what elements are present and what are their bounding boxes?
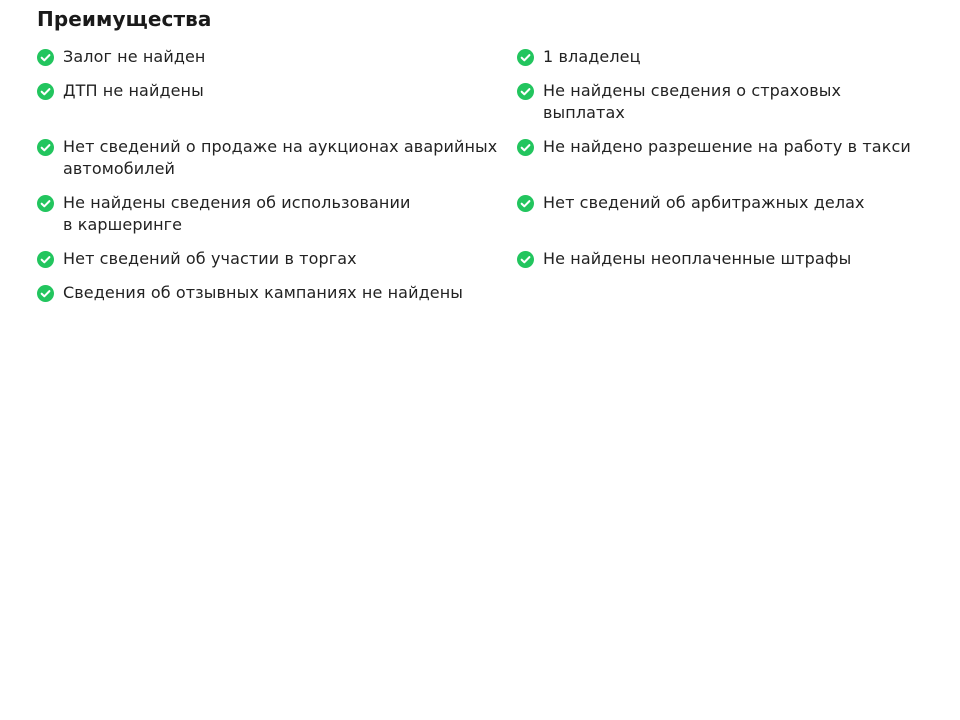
advantage-label: Не найдены сведения об использовании в каршеринге <box>63 193 411 234</box>
check-circle-icon <box>37 83 54 100</box>
advantage-item <box>37 80 517 124</box>
advantage-item <box>37 248 517 270</box>
check-circle-icon <box>517 49 534 66</box>
check-circle-icon <box>517 139 534 156</box>
advantage-item <box>517 46 927 68</box>
advantage-item <box>37 282 517 304</box>
advantages-grid <box>37 46 937 304</box>
advantage-label: Залог не найден <box>63 47 206 66</box>
advantage-item <box>517 80 927 124</box>
check-circle-icon <box>37 139 54 156</box>
advantage-label: Не найдены сведения о страховых выплатах <box>543 81 842 122</box>
advantage-label: Нет сведений об участии в торгах <box>63 249 357 268</box>
advantage-label: ДТП не найдены <box>63 81 204 100</box>
advantage-item <box>37 136 517 180</box>
check-circle-icon <box>517 251 534 268</box>
check-circle-icon <box>37 251 54 268</box>
advantage-label: 1 владелец <box>543 47 641 66</box>
check-circle-icon <box>517 195 534 212</box>
advantage-label: Нет сведений о продаже на аукционах аварийных автомобилей <box>63 137 498 178</box>
advantage-item <box>517 192 927 236</box>
check-circle-icon <box>517 83 534 100</box>
advantage-label: Не найдены неоплаченные штрафы <box>543 249 852 268</box>
advantage-label: Не найдено разрешение на работу в такси <box>543 137 911 156</box>
advantage-item <box>517 248 927 270</box>
advantage-item <box>517 136 927 180</box>
check-circle-icon <box>37 195 54 212</box>
check-circle-icon <box>37 49 54 66</box>
advantages-section <box>37 6 937 304</box>
advantage-label: Сведения об отзывных кампаниях не найдены <box>63 283 463 302</box>
advantage-item <box>37 46 517 68</box>
section-title: Преимущества <box>37 7 212 31</box>
check-circle-icon <box>37 285 54 302</box>
advantage-item <box>37 192 517 236</box>
advantage-label: Нет сведений об арбитражных делах <box>543 193 865 212</box>
